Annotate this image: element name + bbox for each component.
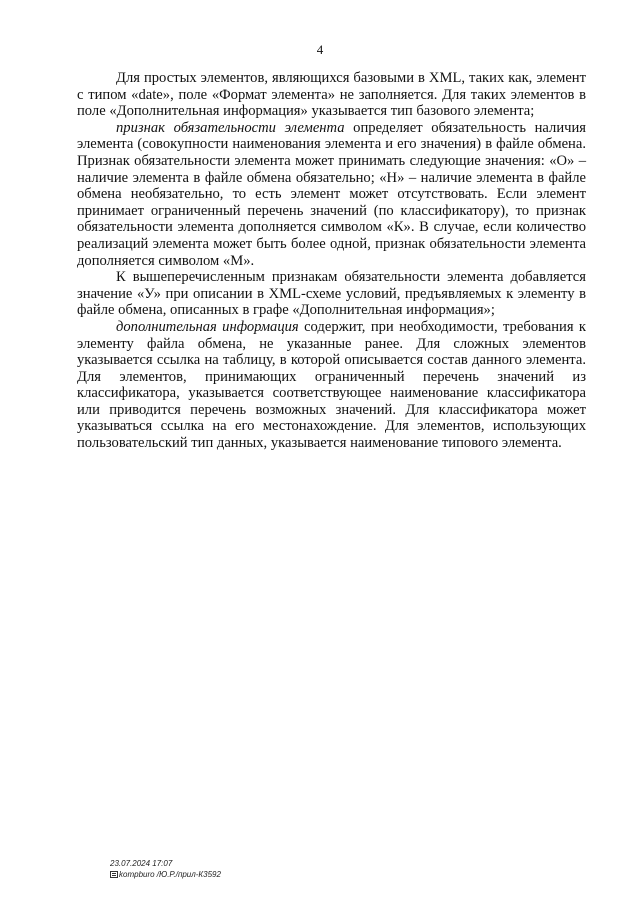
paragraph-text: определяет обязательность наличия элемента (совокупности наименования элемента и его значения) в файле обмена. Признак обязательности элемента может принимать следующие значения: «О» – наличие элемента в файле обмена обязательно; «Н» – наличие элемента в файле обмена необязательно, то есть элемент может отсутствовать. Если элемент принимает ограниченный перечень значений (по классификатору), то признак обязательности элемента дополняется символом «К». В случае, если количество реализаций элемента может быть более одной, признак обязательности элемента дополняется символом «М». xyxy=(77,119,586,269)
footer-sender: kompburo /Ю.Р./прил-К3592 xyxy=(119,870,221,879)
footer-timestamp: 23.07.2024 17:07 xyxy=(110,859,173,868)
fax-icon xyxy=(110,871,118,878)
paragraph-text: Для простых элементов, являющихся базовыми в XML, таких как, элемент с типом «date», поле «Формат элемента» не заполняется. Для таких элементов в поле «Дополнительная информация» указывается тип базового элемента; xyxy=(77,70,586,120)
paragraph-base-types xyxy=(77,70,586,120)
paragraph-obligation-addition xyxy=(77,269,586,319)
paragraph-term: признак обязательности элемента xyxy=(116,119,345,136)
document-body xyxy=(77,70,586,452)
paragraph-obligation-sign xyxy=(77,120,586,269)
paragraph-text: К вышеперечисленным признакам обязательности элемента добавляется значение «У» при описании в XML-схеме условий, предъявляемых к элементу в файле обмена, описанных в графе «Дополнительная информация»; xyxy=(77,269,586,319)
paragraph-additional-info xyxy=(77,319,586,452)
page-number: 4 xyxy=(316,42,324,57)
paragraph-term: дополнительная информация xyxy=(116,318,299,335)
paragraph-text: содержит, при необходимости, требования к элементу файла обмена, не указанные ранее. Для сложных элементов указывается ссылка на таблицу, в которой описывается состав данного элемента. Для элементов, принимающих ограниченный перечень значений из классификатора, указывается соответствующее наименование классификатора или приводится перечень возможных значений. Для классификатора может указываться ссылка на его местонахождение. Для элементов, использующих пользовательский тип данных, указывается наименование типового элемента. xyxy=(77,318,586,452)
fax-footer xyxy=(110,858,221,880)
footer-sender-line xyxy=(110,869,221,880)
